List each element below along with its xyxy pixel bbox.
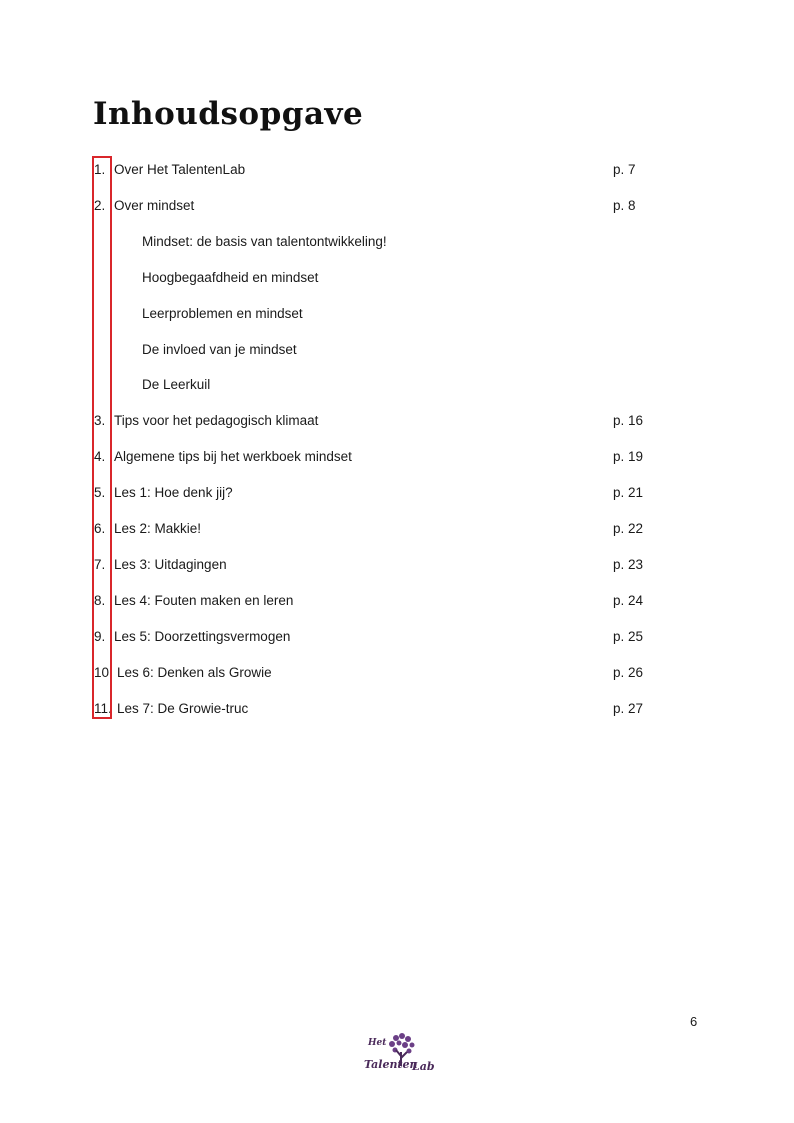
toc-entry-label[interactable]: Les 3: Uitdagingen <box>114 556 227 572</box>
toc-number: 10. <box>94 664 113 680</box>
toc-page-ref: p. 7 <box>613 162 636 177</box>
logo-text-lab: Lab <box>412 1060 435 1073</box>
toc-number: 7. <box>94 556 106 572</box>
toc-row <box>0 555 794 575</box>
toc-page-ref: p. 26 <box>613 664 644 680</box>
toc-page-ref: p. 16 <box>613 413 644 429</box>
toc-subentry-label[interactable]: Leerproblemen en mindset <box>142 305 303 321</box>
toc-page-ref: p. 21 <box>613 485 644 501</box>
toc-entry-label[interactable]: Tips voor het pedagogisch klimaat <box>114 413 319 429</box>
toc-entry-label[interactable]: Les 4: Fouten maken en leren <box>114 592 294 608</box>
toc-page-ref: p. 22 <box>613 521 644 536</box>
toc-number: 3. <box>94 413 106 429</box>
toc-entry-label[interactable]: Les 2: Makkie! <box>114 521 202 536</box>
toc-row <box>0 483 794 503</box>
toc-row <box>0 411 794 431</box>
toc-entry-label[interactable]: Over Het TalentenLab <box>114 162 246 177</box>
toc-subentry-label[interactable]: Mindset: de basis van talentontwikkeling! <box>142 233 387 249</box>
toc-entry-label[interactable]: Over mindset <box>114 197 195 213</box>
toc-row <box>0 340 794 360</box>
toc-entry-label[interactable]: Algemene tips bij het werkboek mindset <box>114 449 352 465</box>
toc-row <box>0 627 794 647</box>
page-title: Inhoudsopgave <box>93 96 364 132</box>
toc-row <box>0 160 794 180</box>
toc-row <box>0 304 794 324</box>
toc-number: 8. <box>94 592 106 608</box>
toc-page-ref: p. 25 <box>613 628 644 644</box>
talentenlab-logo <box>362 1030 436 1076</box>
toc-subentry-label[interactable]: De invloed van je mindset <box>142 341 297 357</box>
toc-page-ref: p. 27 <box>613 700 644 716</box>
page-number: 6 <box>690 1014 698 1029</box>
toc-row <box>0 447 794 467</box>
toc-row <box>0 232 794 252</box>
toc-entry-label[interactable]: Les 7: De Growie-truc <box>117 700 249 716</box>
toc-row <box>0 375 794 395</box>
toc-row <box>0 663 794 683</box>
toc-page-ref: p. 23 <box>613 556 644 572</box>
toc-row <box>0 591 794 611</box>
toc-number: 4. <box>94 449 106 465</box>
toc-page-ref: p. 8 <box>613 197 636 213</box>
toc-number: 2. <box>94 197 106 213</box>
toc-row <box>0 519 794 539</box>
logo-text-het: Het <box>368 1038 387 1048</box>
toc-row <box>0 268 794 288</box>
toc-subentry-label[interactable]: Hoogbegaafdheid en mindset <box>142 269 319 285</box>
toc-entry-label[interactable]: Les 6: Denken als Growie <box>117 664 272 680</box>
toc-number: 5. <box>94 485 106 501</box>
toc-subentry-label[interactable]: De Leerkuil <box>142 377 211 393</box>
toc-number: 11. <box>94 700 112 716</box>
number-column-highlight <box>92 156 112 719</box>
toc-row <box>0 699 794 719</box>
toc-entry-label[interactable]: Les 1: Hoe denk jij? <box>114 485 233 501</box>
toc-page-ref: p. 19 <box>613 449 644 465</box>
toc-entry-label[interactable]: Les 5: Doorzettingsvermogen <box>114 628 291 644</box>
toc-page-ref: p. 24 <box>613 592 644 608</box>
toc-number: 9. <box>94 628 106 644</box>
toc-number: 6. <box>94 521 106 536</box>
toc-number: 1. <box>94 162 106 177</box>
logo-text-talenten: Talenten <box>364 1058 418 1071</box>
toc-row <box>0 196 794 216</box>
